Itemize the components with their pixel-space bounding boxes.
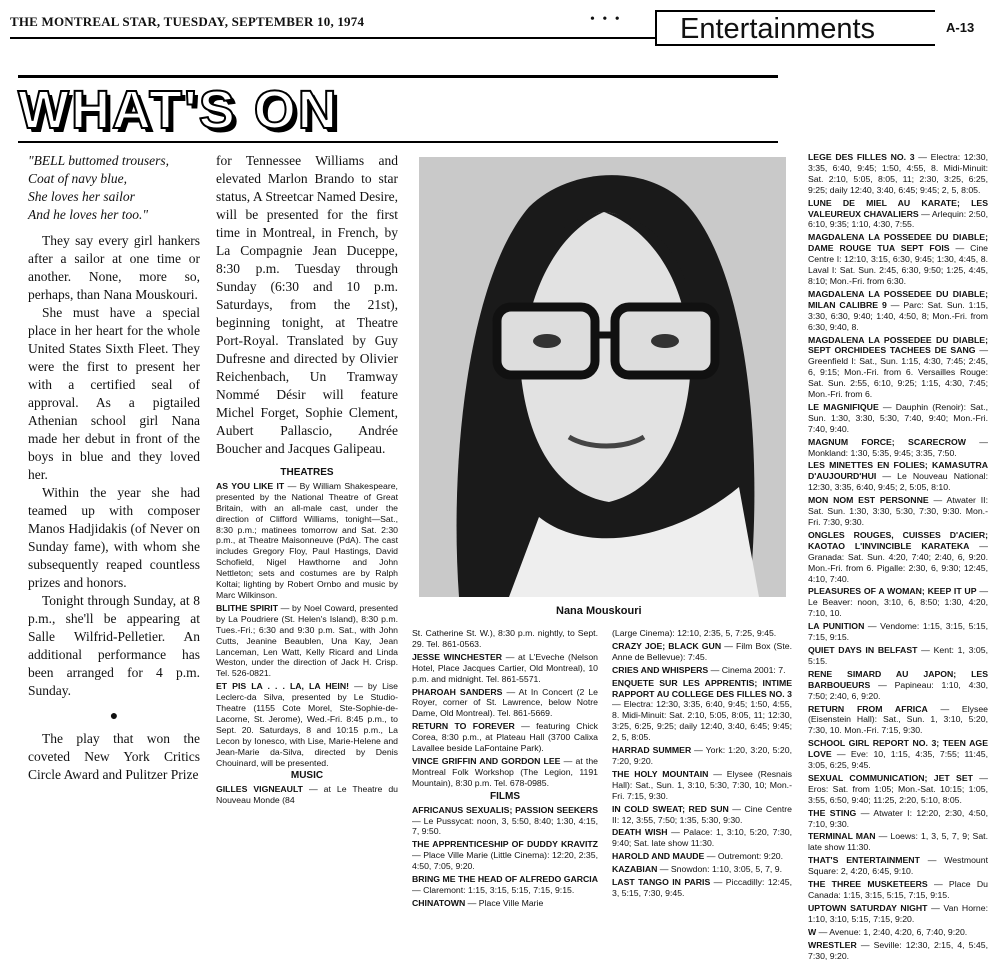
listing-details: — Vendome: 1:15, 3:15, 5:15, 7:15, 9:15. [808, 621, 988, 643]
listing-details: — by Noel Coward, presented by La Poudriere (St. Helen's Island), 8:30 p.m. Tues.-Fri.; 6:30 and 9:30 p.m. Sat., with John Cutts, Jeanine Beaublen, Una Kay, Jean Lanceman, Len Watt, Kelly Ricard and Linda Weston, under the direction of Jack H. Crisp. Tel. 526-0821. [216, 602, 399, 679]
listing-title: LES MINETTES EN FOLIES; KAMASUTRA D'AUJOURD'HUI [808, 460, 988, 482]
listing-entry [412, 687, 598, 720]
listing-title: THE HOLY MOUNTAIN [612, 768, 709, 779]
masthead-dots: • • • [590, 12, 622, 27]
listing-details: — Dauphin (Renoir): Sat., Sun. 1:30, 3:30, 5:30, 7:40, 9:40; Mon.-Fri. 7:40, 9:40. [808, 401, 988, 434]
listing-details: — Claremont: 1:15, 3:15, 5:15, 7:15, 9:15. [412, 884, 575, 895]
listing-details: — Papineau: 1:10, 4:30, 7:50; 2:40, 6, 9:20. [808, 679, 988, 701]
listing-details: — By William Shakespeare, presented by the National Theatre of Great Britain, with an all-male cast, under the direction of Clifford Williams, tonight—Sat., 8:30 p.m.; matinees tomorrow and Sat. 2:30 p.m., at Theatre Maisonneuve (PdA). The cast includes Gregory Floy, Paul Hastings, David Schofield, Nigel Hawthorne and John Nettleton; sets and costumes are by Ralph Koltai; lighting by Robert Ornbo and music by Marc Wilkinson. [216, 480, 398, 600]
listing-title: MAGDALENA LA POSSEDEE DU DIABLE; SEPT ORCHIDEES TACHEES DE SANG [808, 334, 988, 356]
listing-title: BLITHE SPIRIT [216, 602, 279, 613]
listing-title: CRIES AND WHISPERS [612, 664, 709, 675]
listing-details: — Palace: 1, 3:10, 5:20, 7:30, 9:40; Sat. late show 11:30. [612, 827, 793, 849]
listing-entry [808, 621, 988, 643]
portrait-photo [419, 157, 786, 597]
listing-title: THE THREE MUSKETEERS [808, 879, 928, 890]
listing-entry [808, 879, 988, 901]
listing-entry [612, 827, 792, 849]
listing-entry [808, 645, 988, 667]
listing-entry [412, 898, 598, 909]
listing-entry [612, 628, 792, 639]
listing-entry [808, 773, 988, 806]
poem-line: And he loves her too." [28, 207, 149, 222]
listings-column-3 [412, 628, 598, 911]
listing-title: LE MAGNIFIQUE [808, 401, 879, 412]
listing-title: LEGE DES FILLES NO. 3 [808, 152, 915, 162]
listing-details: — Film Box (Ste. Anne de Bellevue): 7:45. [612, 640, 792, 662]
listing-details: — Atwater II: Sat. Sun. 1:30, 3:30, 5:30, 7:30, 9:30. Mon.-Fri. 7:30, 9:30. [808, 495, 988, 527]
headline-rule-bottom [18, 141, 778, 143]
listing-details: — featuring Chick Corea, 8:30 p.m., at Plateau Hall (3700 Calixa Lavallee beside LaFontaine Park). [412, 721, 598, 754]
listing-details: — Greenfield I: Sat., Sun. 1:15, 4:30, 7:45; 2:45, 6, 9:15; Mon.-Fri. from 6. Versailles Rouge: Sat. Sun. 2:55, 6:10, 9:25; 1:15, 4:30, 7:45; Mon.-Fri. from 6. [808, 345, 989, 400]
listing-details: — Atwater I: 12:20, 2:30, 4:50, 7:10, 9:30. [808, 807, 988, 829]
listing-title: MON NOM EST PERSONNE [808, 495, 929, 506]
listing-title: TERMINAL MAN [808, 831, 876, 842]
listing-details: (Large Cinema): 12:10, 2:35, 5, 7:25, 9:45. [612, 628, 777, 638]
listing-details: — Elysee (Resnais Hall): Sat., Sun. 1, 3:10, 5:30, 7:30, 10; Mon.-Fri. 7:15, 9:30. [612, 768, 792, 801]
listing-details: — Outremont: 9:20. [704, 851, 784, 862]
listing-details: — Cine Centre II: 12, 3:55, 7:50; 1:35, 5:30, 9:30. [612, 803, 792, 825]
listings-column-2 [216, 465, 398, 808]
listing-entry [808, 940, 988, 962]
listing-title: RETURN FROM AFRICA [808, 703, 928, 714]
listing-section-heading: THEATRES [280, 467, 334, 478]
listing-details: — Le Nouveau National: 12:30, 3:35, 6:40, 9:45; 2, 5:05, 8:10. [808, 471, 988, 493]
listing-entry [808, 586, 988, 619]
paragraph: She must have a special place in her heart for the whole United States Sixth Fleet. They were the first to present her with a certified seal of approval. As a pigtailed Athenian school girl Nana made her debut in front of the boys in blue and they loved her. [28, 305, 200, 482]
listing-details: — at L'Eveche (Nelson Hotel, Place Jacques Cartier, Old Montreal), 10 p.m. and midnight. Tel. 861-5571. [412, 651, 598, 684]
listing-entry [612, 665, 792, 676]
listing-title: IN COLD SWEAT; RED SUN [612, 803, 729, 814]
listing-details: — Le Pussycat: noon, 3, 5:50, 8:40; 1:30, 4:15, 7, 9:50. [412, 815, 598, 837]
headline: WHAT'S ON [18, 80, 339, 140]
listing-title: THE APPRENTICESHIP OF DUDDY KRAVITZ [412, 839, 598, 850]
article-column-2 [216, 152, 398, 458]
listing-title: THAT'S ENTERTAINMENT [808, 855, 920, 866]
poem-line: Coat of navy blue, [28, 171, 127, 186]
article-column-1 [28, 152, 200, 784]
paragraph: The play that won the coveted New York Critics Circle Award and Pulitzer Prize [28, 731, 200, 782]
listing-entry [216, 603, 398, 679]
listing-details: — at Le Theatre du Nouveau Monde (84 [216, 784, 398, 806]
listing-entry [808, 927, 988, 938]
listing-title: LAST TANGO IN PARIS [612, 877, 711, 888]
listing-details: — Van Horne: 1:10, 3:10, 5:15, 7:15, 9:20. [808, 902, 988, 924]
listing-entry [612, 678, 792, 743]
listing-title: ONGLES ROUGES, CUISSES D'ACIER; KAOTAO L'INVINCIBLE KARATEKA [808, 529, 988, 551]
listing-details: — Loews: 1, 3, 5, 7, 9; Sat. late show 11:30. [808, 831, 989, 853]
listing-details: — Eros: Sat. from 1:05; Mon.-Sat. 10:15; 1:05, 3:55, 6:50, 9:40; 11:25, 2:20, 5:10, 8:05. [808, 772, 988, 805]
listing-entry [808, 402, 988, 435]
listing-title: HARRAD SUMMER [612, 745, 692, 756]
listing-entry [412, 721, 598, 754]
listing-entry [412, 874, 598, 896]
listing-entry [808, 437, 988, 459]
listing-title: VINCE GRIFFIN AND GORDON LEE [412, 755, 561, 766]
listing-entry [412, 652, 598, 685]
listing-entry [808, 903, 988, 925]
listing-entry [612, 864, 792, 875]
listing-details: — Kent: 1, 3:05, 5:15. [808, 644, 988, 666]
listing-title: ENQUETE SUR LES APPRENTIS; INTIME RAPPORT AU COLLEGE DES FILLES NO. 3 [612, 677, 792, 699]
listing-title: JESSE WINCHESTER [412, 651, 503, 662]
listing-title: PLEASURES OF A WOMAN; KEEP IT UP [808, 586, 977, 597]
listing-entry [612, 851, 792, 862]
listing-entry [808, 669, 988, 702]
bullet-divider: ● [109, 709, 119, 724]
listing-title: RETURN TO FOREVER [412, 721, 515, 732]
listing-title: THE STING [808, 807, 857, 818]
listing-details: — Parc: Sat. Sun. 1:15, 3:30, 6:30, 9:40; 1:40, 4:50, 8; Mon.-Fri. from 6:30, 9:40, 8. [808, 299, 988, 332]
listing-title: RENE SIMARD AU JAPON; LES BARBOUEURS [808, 668, 988, 690]
listing-details: — Arlequin: 2:50, 6:10, 9:35; 1:10, 4:30, 7:55. [808, 208, 989, 230]
portrait-image [419, 157, 786, 597]
listing-section-heading: FILMS [490, 790, 520, 802]
listing-entry [808, 808, 988, 830]
listing-title: MAGDALENA LA POSSEDEE DU DIABLE; MILAN CALIBRE 9 [808, 288, 988, 310]
listing-title: CRAZY JOE; BLACK GUN [612, 640, 722, 651]
listing-entry [612, 745, 792, 767]
listing-details: — York: 1:20, 3:20, 5:20, 7:20, 9:20. [612, 745, 792, 766]
listing-entry [612, 804, 792, 826]
listing-title: BRING ME THE HEAD OF ALFREDO GARCIA [412, 874, 598, 885]
listing-title: SEXUAL COMMUNICATION; JET SET [808, 772, 973, 783]
masthead [0, 0, 1000, 44]
listing-details: — Eve: 10, 1:15, 4:35, 7:55; 11:45, 3:05, 6:25, 9:45. [808, 749, 988, 771]
listing-title: LUNE DE MIEL AU KARATE; LES VALEUREUX CHAVALIERS [808, 197, 988, 219]
listing-entry [216, 681, 398, 768]
listing-entry [808, 704, 988, 737]
listing-title: MAGNUM FORCE; SCARECROW [808, 436, 966, 447]
listing-entry [216, 784, 398, 806]
listing-details: — Electra: 12:30, 3:35, 6:40, 9:45; 1:50, 4:55, 8. Midi-Minuit: Sat. 2:10, 5:05, 8:05, 11; 2:30, 3:25, 6:25, 9:25; daily 12:40, 3:40, 6:45; 9:45; 2, 5, 8:05. [808, 152, 988, 195]
listing-title: QUIET DAYS IN BELFAST [808, 644, 918, 655]
listing-details: — Electra: 12:30, 3:35, 6:40, 9:45; 1:50, 4:55, 8. Midi-Minuit: Sat. 2:10, 5:05, 8:05, 11; 12:30, 3:25, 6:25, 9:25; daily 12:40, 3:40, 6:45; 9:45; 2, 5, 8:05. [612, 699, 792, 743]
listing-entry [808, 831, 988, 853]
listing-entry [808, 232, 988, 287]
listing-details: — At In Concert (2 Le Royer, corner of St. Lawrence, below Notre Dame, Old Montreal). Tel. 861-5669. [412, 686, 598, 719]
listing-details: — Granada: Sat. Sun. 4:20, 7:40; 2:40, 6, 9:20. Mon.-Fri. from 6. Pigalle: 2:30, 6, 9:30; 12:45, 4:10, 7:40. [808, 540, 988, 584]
listing-title: ET PIS LA . . . LA, LA HEIN! [216, 681, 350, 692]
listing-entry [612, 769, 792, 802]
listing-details: — by Lise Leclerc-da Silva, presented by Le Studio-Theatre (1155 Cote Morel, Ste-Sophie-de-Lacorne, St. Jerome), Wed.-Fri. 8:45 p.m., to Sept. 20. Saturdays, 8 and 10:15 p.m., La Lecon by Ionesco, with Lise, Marie-Helene and Jean-Marie da-Silva, directed by Denis Chouinard, will be presented. [216, 681, 399, 768]
listings-column-5 [808, 152, 988, 963]
listing-entry [612, 877, 792, 899]
listing-details: — Westmount Square: 2, 4:20, 6:45, 9:10. [808, 855, 989, 877]
listing-details: — Avenue: 1, 2:40, 4:20, 6, 7:40, 9:20. [816, 926, 968, 937]
listing-title: SCHOOL GIRL REPORT NO. 3; TEEN AGE LOVE [808, 738, 988, 760]
listing-title: MAGDALENA LA POSSEDEE DU DIABLE; DAME ROUGE TUA SEPT FOIS [808, 232, 988, 254]
listing-title: DEATH WISH [612, 827, 668, 838]
headline-rule-top [18, 75, 778, 78]
listing-title: WRESTLER [808, 939, 857, 950]
listing-title: AFRICANUS SEXUALIS; PASSION SEEKERS [412, 804, 598, 815]
listing-details: — Snowdon: 1:10, 3:05, 5, 7, 9. [657, 864, 782, 875]
page-number: A-13 [946, 20, 975, 35]
poem [28, 152, 200, 224]
listing-title: LA PUNITION [808, 621, 865, 632]
listing-entry [612, 641, 792, 663]
listing-details: — Place Ville Marie [465, 897, 544, 908]
paragraph: They say every girl hankers after a sailor at one time or another. None, more so, perhaps, than Nana Mouskouri. [28, 233, 200, 302]
listing-section-heading: MUSIC [290, 770, 324, 782]
listing-entry [808, 495, 988, 528]
poem-line: She loves her sailor [28, 189, 135, 204]
listing-title: GILLES VIGNEAULT [216, 784, 303, 795]
listing-details: — Elysee (Eisenstein Hall): Sat., Sun. 1, 3:10, 5:20, 7:30, 10. Mon.-Fri. 7:15, 9:30. [808, 703, 988, 736]
listing-details: — Cinema 2001: 7. [708, 664, 786, 675]
listing-title: CHINATOWN [412, 897, 466, 908]
listing-entry [808, 335, 988, 400]
listing-entry [808, 289, 988, 333]
listing-title: PHAROAH SANDERS [412, 686, 503, 697]
paragraph: for Tennessee Williams and elevated Marlon Brando to star status, A Streetcar Named Desire, will be presented for the first time in Montreal, in French, by La Compagnie Jean Duceppe, 8:30 p.m. Tuesday through Sunday (6:30 and 10 p.m. Saturdays, from the 21st), beginning tonight, at Theatre Port-Royal. Translated by Guy Dufresne and directed by Olivier Reichenbach, Un Tramway Nommé Désir will feature Michel Forget, Sophie Clement, Aubert Pallascio, Andrée Boucher and Jacques Galipeau. [216, 153, 398, 456]
listing-title: KAZABIAN [612, 864, 658, 875]
paragraph: Tonight through Sunday, at 8 p.m., she'll be appearing at Salle Wilfrid-Pelletier. An additional performance has been arranged for 4 p.m. Sunday. [28, 593, 200, 698]
listings-column-4 [612, 628, 792, 901]
listing-details: — Piccadilly: 12:45, 3, 5:15, 7:30, 9:45. [612, 877, 792, 898]
listing-entry [808, 855, 988, 877]
poem-line: "BELL buttomed trousers, [28, 153, 170, 168]
listing-entry [808, 530, 988, 585]
listing-entry [412, 839, 598, 872]
listing-details: — Seville: 12:30, 2:15, 4, 5:45, 7:30, 9:20. [808, 939, 988, 961]
masthead-rule [10, 37, 655, 39]
masthead-dateline: THE MONTREAL STAR, TUESDAY, SEPTEMBER 10, 1974 [10, 14, 365, 29]
listing-entry [808, 738, 988, 771]
listing-entry [808, 152, 988, 196]
listing-details: — Place Ville Marie (Little Cinema): 12:20, 2:35, 4:50, 7:05, 9:20. [412, 850, 598, 872]
paragraph: Within the year she had teamed up with composer Manos Hadjidakis (of Never on Sunday fame), with whom she subsequently reaped countless prizes and honors. [28, 485, 200, 590]
photo-caption: Nana Mouskouri [556, 605, 642, 617]
listing-details: — Le Beaver: noon, 3:10, 6, 8:50; 1:30, 4:20, 7:10, 10. [808, 586, 989, 619]
section-label: Entertainments [680, 13, 876, 45]
listing-details: — Monkland: 1:30, 5:35, 9:45; 3:35, 7:50. [808, 436, 988, 458]
listing-entry [808, 460, 988, 493]
listing-details: — at the Montreal Folk Workshop (The Legion, 1191 Mountain), 8:30 p.m. Tel. 678-0985. [412, 755, 598, 788]
listing-title: W [808, 926, 817, 937]
listing-entry [412, 805, 598, 838]
listing-details: — Place Du Canada: 1:15, 3:15, 5:15, 7:15, 9:15. [808, 879, 989, 900]
listing-title: HAROLD AND MAUDE [612, 851, 705, 862]
listing-details: St. Catherine St. W.), 8:30 p.m. nightly, to Sept. 29. Tel. 861-0563. [412, 628, 598, 649]
listing-title: AS YOU LIKE IT [216, 480, 285, 491]
listing-details: — Cine Centre I: 12:10, 3:15, 6:30, 9:45; 1:30, 4:45, 8. Laval I: Sat. Sun. 2:45, 6:30, 9:50; 1:25, 4:45, 8:10; Mon.-Fri. from 6:30. [808, 243, 988, 286]
listing-entry [412, 756, 598, 789]
listing-title: UPTOWN SATURDAY NIGHT [808, 902, 928, 913]
listing-entry [216, 481, 398, 601]
listing-entry [412, 628, 598, 650]
listing-entry [808, 198, 988, 231]
